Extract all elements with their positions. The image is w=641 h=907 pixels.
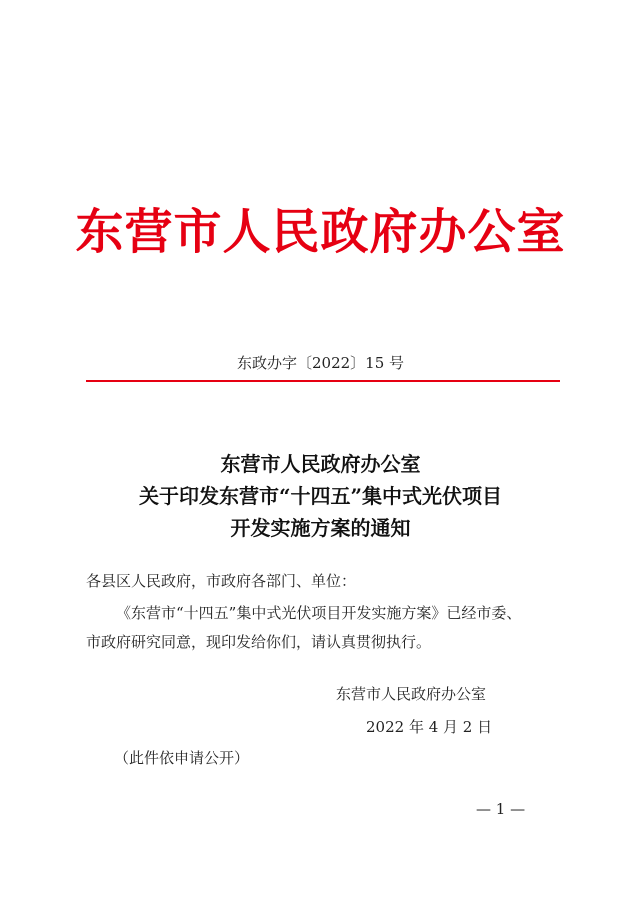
salutation: 各县区人民政府，市政府各部门、单位： xyxy=(86,572,357,590)
document-number: 东政办字〔2022〕15 号 xyxy=(236,354,405,372)
page-number: — 1 — xyxy=(476,800,526,818)
body-paragraph-line-2: 市政府研究同意，现印发给你们，请认真贯彻执行。 xyxy=(86,633,432,651)
signature-date: 2022 年 4 月 2 日 xyxy=(366,718,493,736)
title-line-3: 开发实施方案的通知 xyxy=(230,516,411,540)
disclosure-note: （此件依申请公开） xyxy=(114,749,250,767)
body-paragraph xyxy=(86,599,560,657)
body-paragraph-line-1: 《东营市“十四五”集中式光伏项目开发实施方案》已经市委、 xyxy=(116,604,522,622)
title-line-2: 关于印发东营市“十四五”集中式光伏项目 xyxy=(138,484,502,508)
issuing-organization-header: 东营市人民政府办公室 xyxy=(75,204,566,260)
red-divider-line xyxy=(86,380,560,382)
title-line-1: 东营市人民政府办公室 xyxy=(220,452,421,476)
document-title xyxy=(0,448,641,544)
signature-organization: 东营市人民政府办公室 xyxy=(336,685,487,703)
